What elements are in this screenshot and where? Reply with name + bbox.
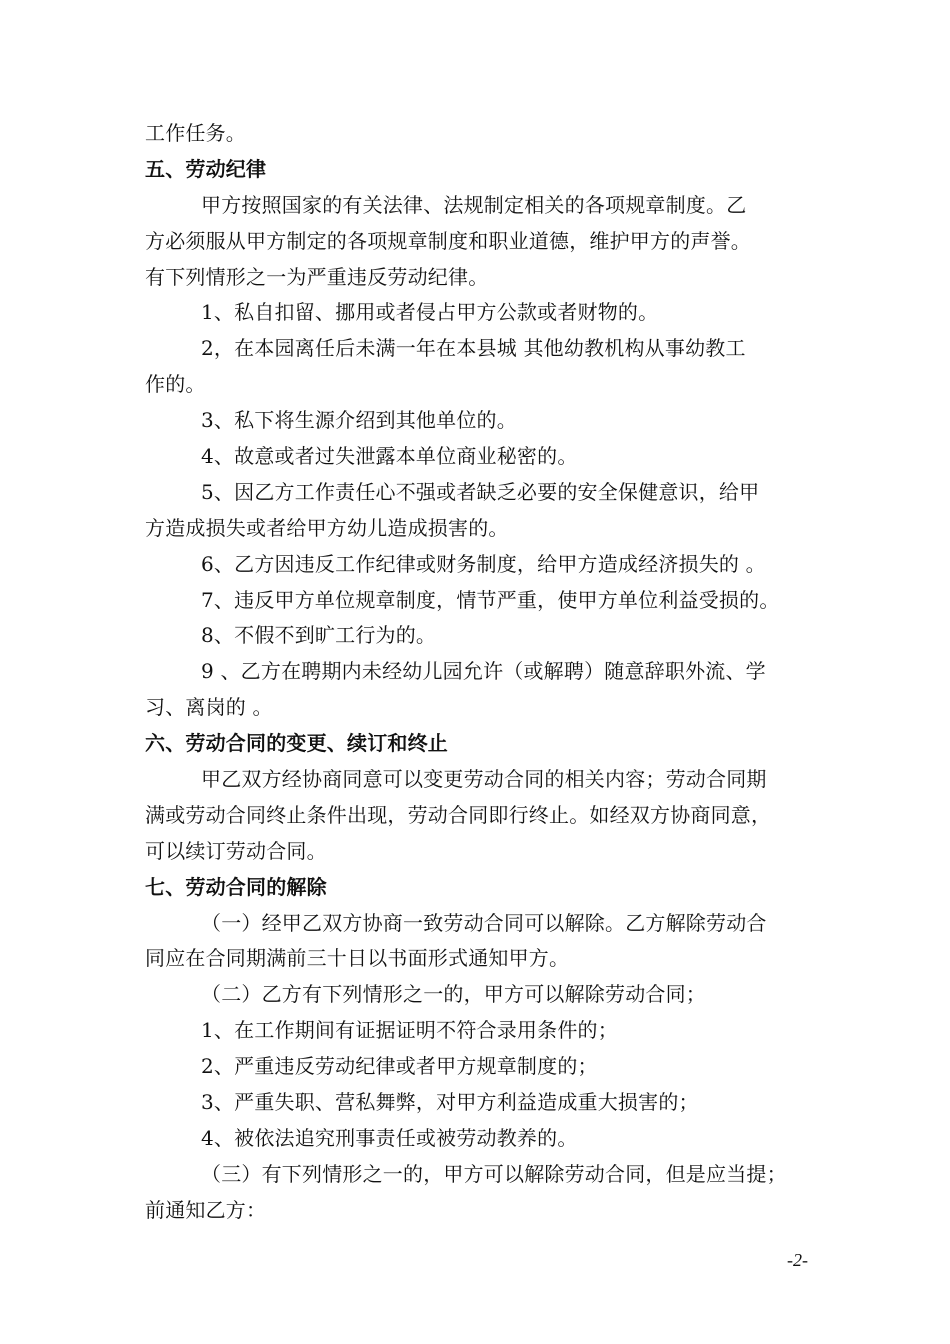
text-line: 习、离岗的 。 xyxy=(145,695,273,720)
text-line: 1、在工作期间有证据证明不符合录用条件的； xyxy=(201,1018,618,1043)
page-number: -2- xyxy=(787,1250,808,1270)
text-line: 满或劳动合同终止条件出现，劳动合同即行终止。如经双方协商同意， xyxy=(145,802,772,827)
text-line: 2、严重违反劳动纪律或者甲方规章制度的； xyxy=(201,1054,598,1079)
text-line: 作的。 xyxy=(145,372,206,397)
text-line: 甲方按照国家的有关法律、法规制定相关的各项规章制度。乙 xyxy=(201,192,747,217)
text-line: 甲乙双方经协商同意可以变更劳动合同的相关内容；劳动合同期 xyxy=(201,767,767,792)
text-line: （二）乙方有下列情形之一的，甲方可以解除劳动合同； xyxy=(201,982,706,1007)
text-line: 同应在合同期满前三十日以书面形式通知甲方。 xyxy=(145,946,570,971)
text-line: 工作任务。 xyxy=(145,121,246,145)
text-line: 4、被依法追究刑事责任或被劳动教养的。 xyxy=(201,1125,578,1150)
text-line: 前通知乙方： xyxy=(145,1197,267,1222)
section-heading: 七、劳动合同的解除 xyxy=(145,874,327,899)
text-line: 6、乙方因违反工作纪律或财务制度，给甲方造成经济损失的 。 xyxy=(201,551,766,576)
document-body xyxy=(145,116,810,1229)
text-line: 有下列情形之一为严重违反劳动纪律。 xyxy=(145,264,489,289)
text-line: 3、私下将生源介绍到其他单位的。 xyxy=(201,408,517,433)
section-heading: 五、劳动纪律 xyxy=(145,156,267,181)
text-line: 2，在本园离任后未满一年在本县城 其他幼教机构从事幼教工 xyxy=(201,336,746,361)
text-line: 方造成损失或者给甲方幼儿造成损害的。 xyxy=(145,515,509,540)
text-line: 8、不假不到旷工行为的。 xyxy=(201,623,437,648)
text-line: 5、因乙方工作责任心不强或者缺乏必要的安全保健意识，给甲 xyxy=(201,479,760,504)
section-heading: 六、劳动合同的变更、续订和终止 xyxy=(145,731,448,756)
text-line: 7、违反甲方单位规章制度，情节严重，使甲方单位利益受损的。 xyxy=(201,587,780,612)
text-line: （三）有下列情形之一的，甲方可以解除劳动合同，但是应当提； xyxy=(201,1161,787,1186)
text-line: 可以续订劳动合同。 xyxy=(145,838,327,863)
text-line: 1、私自扣留、挪用或者侵占甲方公款或者财物的。 xyxy=(201,300,659,325)
text-line: 方必须服从甲方制定的各项规章制度和职业道德，维护甲方的声誉。 xyxy=(145,228,751,253)
text-line: 9 、乙方在聘期内未经幼儿园允许（或解聘）随意辞职外流、学 xyxy=(201,659,766,684)
text-line: 3、严重失职、营私舞弊，对甲方利益造成重大损害的； xyxy=(201,1090,699,1115)
text-line: 4、故意或者过失泄露本单位商业秘密的。 xyxy=(201,444,578,469)
text-line: （一）经甲乙双方协商一致劳动合同可以解除。乙方解除劳动合 xyxy=(201,910,767,935)
